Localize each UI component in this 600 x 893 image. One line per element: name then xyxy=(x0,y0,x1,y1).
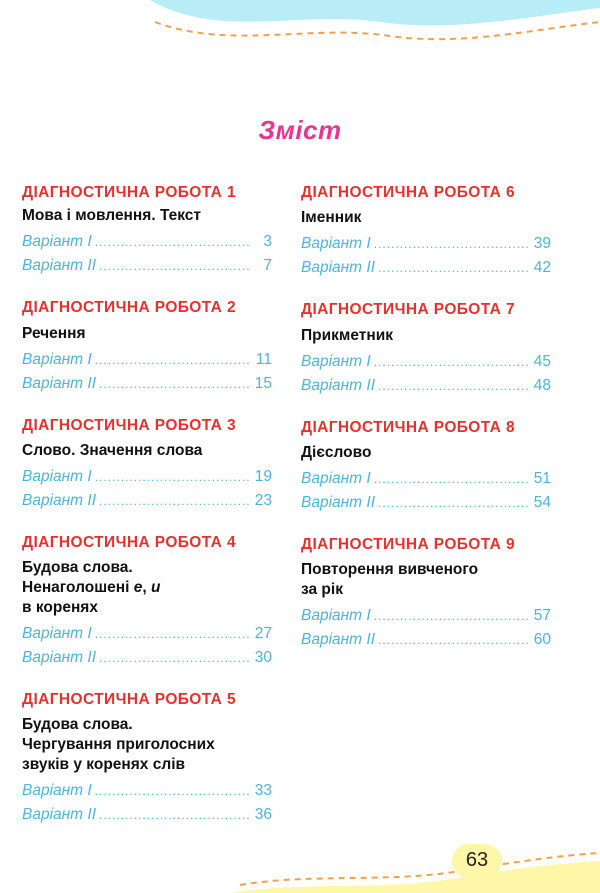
section-topic: Мова і мовлення. Текст xyxy=(22,207,202,224)
page-ref: 30 xyxy=(254,649,272,666)
page-ref: 39 xyxy=(533,235,551,252)
dot-leader xyxy=(378,256,530,280)
dot-leader xyxy=(99,372,251,396)
dot-leader xyxy=(378,374,530,398)
variant-label: Варіант I xyxy=(301,235,371,252)
toc-entry[interactable] xyxy=(301,374,551,398)
page-ref: 57 xyxy=(533,607,551,624)
contents-right-column xyxy=(301,183,551,652)
dot-leader xyxy=(95,348,251,372)
toc-entry[interactable] xyxy=(22,646,272,670)
variant-label: Варіант I xyxy=(22,351,92,368)
section-heading: ДІАГНОСТИЧНА РОБОТА 6 xyxy=(301,184,515,201)
section-topic: Прикметник xyxy=(301,327,394,344)
variant-label: Варіант I xyxy=(22,625,92,642)
topic-line: в коренях xyxy=(22,599,98,616)
variant-label: Варіант II xyxy=(22,375,97,392)
topic-line: звуків у коренях слів xyxy=(22,756,186,773)
toc-entry[interactable] xyxy=(301,604,551,628)
section-heading: ДІАГНОСТИЧНА РОБОТА 8 xyxy=(301,419,515,436)
dot-leader xyxy=(378,628,530,652)
topic-line: Чергування приголосних xyxy=(22,736,215,753)
contents-left-column xyxy=(22,183,272,827)
page-ref: 23 xyxy=(254,492,272,509)
toc-section xyxy=(22,690,272,827)
section-heading: ДІАГНОСТИЧНА РОБОТА 3 xyxy=(22,417,236,434)
page-ref: 51 xyxy=(533,470,551,487)
section-topic xyxy=(22,715,272,775)
variant-label: Варіант I xyxy=(22,233,92,250)
page-ref: 54 xyxy=(533,494,551,511)
dot-leader xyxy=(95,779,251,803)
dot-leader xyxy=(99,254,251,278)
page-ref: 45 xyxy=(533,353,551,370)
bottom-wave-decoration xyxy=(0,833,600,893)
page-ref: 15 xyxy=(254,375,272,392)
page-ref: 60 xyxy=(533,631,551,648)
page-ref: 36 xyxy=(254,806,272,823)
page-number: 63 xyxy=(465,849,489,871)
variant-label: Варіант I xyxy=(301,470,371,487)
variant-label: Варіант II xyxy=(301,494,376,511)
toc-section xyxy=(22,298,272,396)
page-ref: 7 xyxy=(263,257,272,274)
section-topic xyxy=(22,558,272,618)
variant-label: Варіант II xyxy=(22,257,97,274)
toc-section xyxy=(301,418,551,515)
toc-entry[interactable] xyxy=(22,489,272,513)
section-heading: ДІАГНОСТИЧНА РОБОТА 4 xyxy=(22,534,236,551)
variant-label: Варіант II xyxy=(22,649,97,666)
toc-section xyxy=(301,183,551,280)
dot-leader xyxy=(99,803,251,827)
dot-leader xyxy=(374,604,530,628)
dot-leader xyxy=(378,491,530,515)
toc-section xyxy=(301,535,551,652)
section-heading: ДІАГНОСТИЧНА РОБОТА 5 xyxy=(22,691,236,708)
topic-line: Будова слова. xyxy=(22,716,133,733)
toc-section xyxy=(301,300,551,398)
toc-entry[interactable] xyxy=(22,372,272,396)
variant-label: Варіант II xyxy=(22,492,97,509)
toc-entry[interactable] xyxy=(301,350,551,374)
dot-leader xyxy=(95,465,251,489)
top-wave-decoration xyxy=(0,0,600,60)
toc-entry[interactable] xyxy=(301,628,551,652)
variant-label: Варіант II xyxy=(301,377,376,394)
page-ref: 11 xyxy=(255,351,272,368)
toc-entry[interactable] xyxy=(22,465,272,489)
section-heading: ДІАГНОСТИЧНА РОБОТА 7 xyxy=(301,301,515,318)
section-topic: Слово. Значення слова xyxy=(22,442,203,459)
dot-leader xyxy=(99,646,251,670)
dot-leader xyxy=(99,489,251,513)
dot-leader xyxy=(95,230,251,254)
page-ref: 33 xyxy=(254,782,272,799)
topic-line: Повторення вивченого xyxy=(301,561,479,578)
toc-section xyxy=(22,183,272,278)
toc-entry[interactable] xyxy=(301,256,551,280)
section-heading: ДІАГНОСТИЧНА РОБОТА 1 xyxy=(22,184,236,201)
page-ref: 27 xyxy=(254,625,272,642)
variant-label: Варіант II xyxy=(22,806,97,823)
toc-section xyxy=(22,533,272,670)
topic-line: Будова слова. xyxy=(22,559,133,576)
toc-entry[interactable] xyxy=(301,467,551,491)
toc-entry[interactable] xyxy=(22,254,272,278)
toc-entry[interactable] xyxy=(22,622,272,646)
dot-leader xyxy=(95,622,251,646)
page-ref: 48 xyxy=(533,377,551,394)
dot-leader xyxy=(374,467,530,491)
section-topic: Іменник xyxy=(301,209,362,226)
section-topic: Дієслово xyxy=(301,444,372,461)
page-title: Зміст xyxy=(258,115,342,145)
toc-entry[interactable] xyxy=(301,232,551,256)
section-topic: Речення xyxy=(22,325,86,342)
topic-line: Ненаголошені е, и xyxy=(22,579,161,596)
variant-label: Варіант II xyxy=(301,631,376,648)
page-ref: 42 xyxy=(533,259,551,276)
variant-label: Варіант I xyxy=(301,607,371,624)
toc-entry[interactable] xyxy=(22,779,272,803)
variant-label: Варіант I xyxy=(22,782,92,799)
toc-entry[interactable] xyxy=(301,491,551,515)
section-heading: ДІАГНОСТИЧНА РОБОТА 2 xyxy=(22,299,236,316)
topic-line: за рік xyxy=(301,581,343,598)
section-heading: ДІАГНОСТИЧНА РОБОТА 9 xyxy=(301,536,515,553)
dot-leader xyxy=(374,232,530,256)
toc-section xyxy=(22,416,272,513)
page-ref: 3 xyxy=(263,233,272,250)
toc-entry[interactable] xyxy=(22,348,272,372)
variant-label: Варіант II xyxy=(301,259,376,276)
toc-entry[interactable] xyxy=(22,230,272,254)
variant-label: Варіант I xyxy=(301,353,371,370)
variant-label: Варіант I xyxy=(22,468,92,485)
page-ref: 19 xyxy=(254,468,272,485)
dot-leader xyxy=(374,350,530,374)
section-topic xyxy=(301,560,551,600)
toc-entry[interactable] xyxy=(22,803,272,827)
